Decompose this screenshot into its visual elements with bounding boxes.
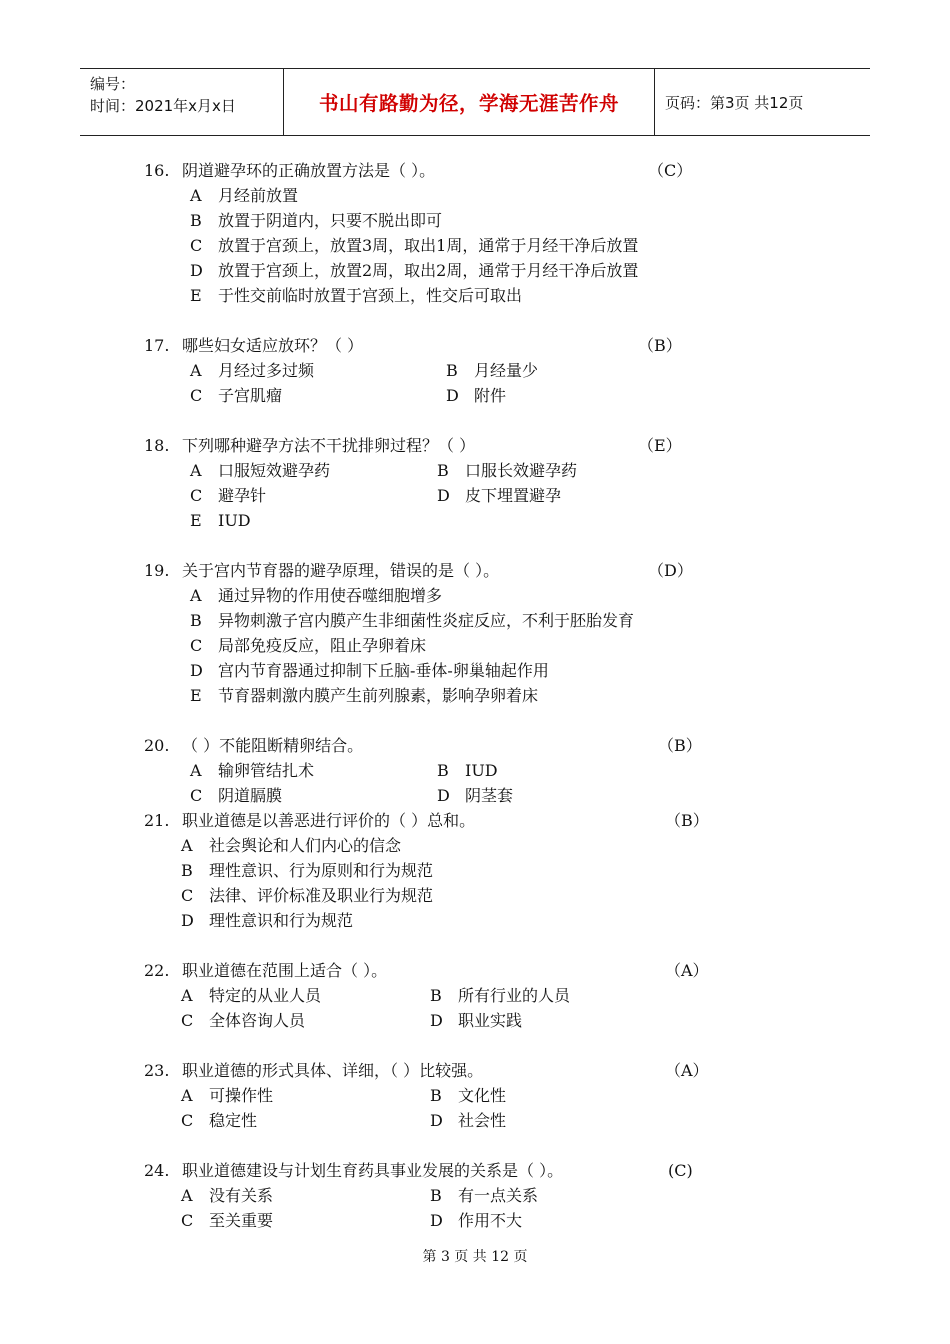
question-stem <box>0 1158 950 1183</box>
option-letter: C <box>190 636 203 655</box>
option-row <box>0 633 950 658</box>
option-text: 作用不大 <box>458 1211 523 1230</box>
option-letter: D <box>437 786 450 805</box>
option-row <box>0 783 950 808</box>
option-letter: D <box>181 911 194 930</box>
question-stem <box>0 808 950 833</box>
question-number: 23. <box>144 1061 170 1080</box>
question-text: 职业道德是以善恶进行评价的（ ）总和。 <box>182 811 476 830</box>
question-number: 22. <box>144 961 170 980</box>
question-number: 17. <box>144 336 170 355</box>
option-row <box>0 508 950 533</box>
option-letter: D <box>430 1011 443 1030</box>
header-meta <box>80 69 283 135</box>
option-row <box>0 458 950 483</box>
option-text: 有一点关系 <box>458 1186 539 1205</box>
option-row <box>0 183 950 208</box>
question-text: （ ）不能阻断精卵结合。 <box>182 736 364 755</box>
question-16 <box>0 158 950 308</box>
question-23 <box>0 1058 950 1133</box>
option-row <box>0 658 950 683</box>
option-row <box>0 283 950 308</box>
option-row <box>0 833 950 858</box>
option-letter: B <box>437 761 449 780</box>
option-text: 月经过多过频 <box>218 361 315 380</box>
option-row <box>0 683 950 708</box>
question-number: 21. <box>144 811 170 830</box>
option-text: 放置于宫颈上，放置2周，取出2周，通常于月经干净后放置 <box>218 261 639 280</box>
option-letter: A <box>190 361 202 380</box>
option-text: 特定的从业人员 <box>209 986 322 1005</box>
question-21 <box>0 808 950 933</box>
option-letter: D <box>430 1211 443 1230</box>
option-row <box>0 883 950 908</box>
answer-key: (C) <box>668 1161 693 1180</box>
option-letter: A <box>190 461 202 480</box>
option-row <box>0 908 950 933</box>
option-text: 局部免疫反应，阻止孕卵着床 <box>218 636 427 655</box>
option-text: 通过异物的作用使吞噬细胞增多 <box>218 586 443 605</box>
option-text: 阴道膈膜 <box>218 786 283 805</box>
option-text: 于性交前临时放置于宫颈上，性交后可取出 <box>218 286 523 305</box>
option-letter: C <box>190 236 203 255</box>
option-text: 文化性 <box>458 1086 507 1105</box>
question-text: 下列哪种避孕方法不干扰排卵过程？（ ） <box>182 436 476 455</box>
question-text: 职业道德建设与计划生育药具事业发展的关系是（ ）。 <box>182 1161 564 1180</box>
option-text: 没有关系 <box>209 1186 274 1205</box>
option-letter: C <box>181 1211 194 1230</box>
option-row <box>0 1208 950 1233</box>
option-letter: A <box>181 1186 193 1205</box>
option-text: 稳定性 <box>209 1111 258 1130</box>
option-text: 社会性 <box>458 1111 507 1130</box>
option-letter: E <box>190 511 202 530</box>
option-letter: B <box>430 1186 442 1205</box>
option-letter: B <box>430 1086 442 1105</box>
question-22 <box>0 958 950 1033</box>
option-text: 口服长效避孕药 <box>465 461 578 480</box>
question-17 <box>0 333 950 408</box>
option-letter: A <box>181 986 193 1005</box>
question-stem <box>0 1058 950 1083</box>
answer-key: （B） <box>658 736 702 755</box>
option-letter: A <box>190 186 202 205</box>
option-row <box>0 358 950 383</box>
option-text: 可操作性 <box>209 1086 274 1105</box>
option-letter: D <box>446 386 459 405</box>
option-text: 所有行业的人员 <box>458 986 571 1005</box>
option-letter: B <box>446 361 458 380</box>
option-row <box>0 483 950 508</box>
option-text: 社会舆论和人们内心的信念 <box>209 836 402 855</box>
answer-key: （A） <box>665 961 709 980</box>
question-number: 16. <box>144 161 170 180</box>
question-stem <box>0 958 950 983</box>
question-list <box>0 158 950 1258</box>
question-18 <box>0 433 950 533</box>
option-text: 子宫肌瘤 <box>218 386 283 405</box>
option-letter: D <box>190 661 203 680</box>
question-number: 18. <box>144 436 170 455</box>
option-text: 月经量少 <box>474 361 539 380</box>
option-text: 节育器刺激内膜产生前列腺素，影响孕卵着床 <box>218 686 539 705</box>
option-row <box>0 258 950 283</box>
option-letter: B <box>430 986 442 1005</box>
answer-key: （E） <box>638 436 682 455</box>
question-19 <box>0 558 950 708</box>
option-row <box>0 858 950 883</box>
option-letter: D <box>430 1111 443 1130</box>
option-row <box>0 1008 950 1033</box>
option-letter: C <box>190 486 203 505</box>
option-text: 口服短效避孕药 <box>218 461 331 480</box>
option-row <box>0 983 950 1008</box>
question-stem <box>0 433 950 458</box>
option-row <box>0 1183 950 1208</box>
answer-key: （A） <box>665 1061 709 1080</box>
option-letter: C <box>181 1011 194 1030</box>
option-row <box>0 208 950 233</box>
option-row <box>0 583 950 608</box>
option-text: 法律、评价标准及职业行为规范 <box>209 886 434 905</box>
option-text: 至关重要 <box>209 1211 274 1230</box>
option-row <box>0 758 950 783</box>
question-stem <box>0 158 950 183</box>
option-letter: B <box>190 611 202 630</box>
option-row <box>0 383 950 408</box>
question-text: 哪些妇女适应放环？（ ） <box>182 336 364 355</box>
option-row <box>0 233 950 258</box>
answer-key: （C） <box>648 161 693 180</box>
option-text: 阴茎套 <box>465 786 514 805</box>
option-letter: A <box>181 1086 193 1105</box>
question-24 <box>0 1158 950 1233</box>
question-text: 阴道避孕环的正确放置方法是（ ）。 <box>182 161 436 180</box>
number-label: 编号： <box>90 75 136 93</box>
option-text: 职业实践 <box>458 1011 523 1030</box>
option-text: 宫内节育器通过抑制下丘脑-垂体-卵巢轴起作用 <box>218 661 549 680</box>
option-text: IUD <box>465 761 498 780</box>
option-text: 全体咨询人员 <box>209 1011 306 1030</box>
page-footer: 第 3 页 共 12 页 <box>422 1249 528 1265</box>
option-text: 输卵管结扎术 <box>218 761 315 780</box>
option-text: 异物刺激子宫内膜产生非细菌性炎症反应，不利于胚胎发育 <box>218 611 635 630</box>
option-text: 避孕针 <box>218 486 267 505</box>
option-row <box>0 608 950 633</box>
header-page-code: 页码：第3页 共12页 <box>665 93 804 112</box>
question-text: 职业道德的形式具体、详细，（ ）比较强。 <box>182 1061 484 1080</box>
question-20 <box>0 733 950 808</box>
answer-key: （D） <box>648 561 693 580</box>
option-text: IUD <box>218 511 251 530</box>
option-text: 放置于宫颈上，放置3周，取出1周，通常于月经干净后放置 <box>218 236 639 255</box>
option-row <box>0 1108 950 1133</box>
question-number: 19. <box>144 561 170 580</box>
option-row <box>0 1083 950 1108</box>
option-letter: E <box>190 686 202 705</box>
option-letter: A <box>190 586 202 605</box>
answer-key: （B） <box>665 811 709 830</box>
question-text: 关于宫内节育器的避孕原理，错误的是（ ）。 <box>182 561 500 580</box>
option-letter: C <box>190 786 203 805</box>
answer-key: （B） <box>638 336 682 355</box>
option-letter: E <box>190 286 202 305</box>
option-letter: C <box>181 1111 194 1130</box>
question-stem <box>0 558 950 583</box>
header-motto: 书山有路勤为径，学海无涯苦作舟 <box>283 69 655 135</box>
option-letter: B <box>190 211 202 230</box>
option-letter: D <box>437 486 450 505</box>
time-label: 时间：2021年x月x日 <box>90 97 236 115</box>
question-stem <box>0 733 950 758</box>
option-text: 理性意识和行为规范 <box>209 911 354 930</box>
option-letter: B <box>437 461 449 480</box>
option-text: 皮下埋置避孕 <box>465 486 562 505</box>
option-text: 附件 <box>474 386 507 405</box>
option-letter: C <box>190 386 203 405</box>
option-text: 理性意识、行为原则和行为规范 <box>209 861 434 880</box>
question-text: 职业道德在范围上适合（ ）。 <box>182 961 388 980</box>
option-letter: B <box>181 861 193 880</box>
option-letter: A <box>181 836 193 855</box>
question-number: 24. <box>144 1161 170 1180</box>
option-letter: D <box>190 261 203 280</box>
question-stem <box>0 333 950 358</box>
option-text: 月经前放置 <box>218 186 299 205</box>
question-number: 20. <box>144 736 170 755</box>
option-text: 放置于阴道内，只要不脱出即可 <box>218 211 443 230</box>
option-letter: C <box>181 886 194 905</box>
document-header <box>80 68 870 136</box>
option-letter: A <box>190 761 202 780</box>
